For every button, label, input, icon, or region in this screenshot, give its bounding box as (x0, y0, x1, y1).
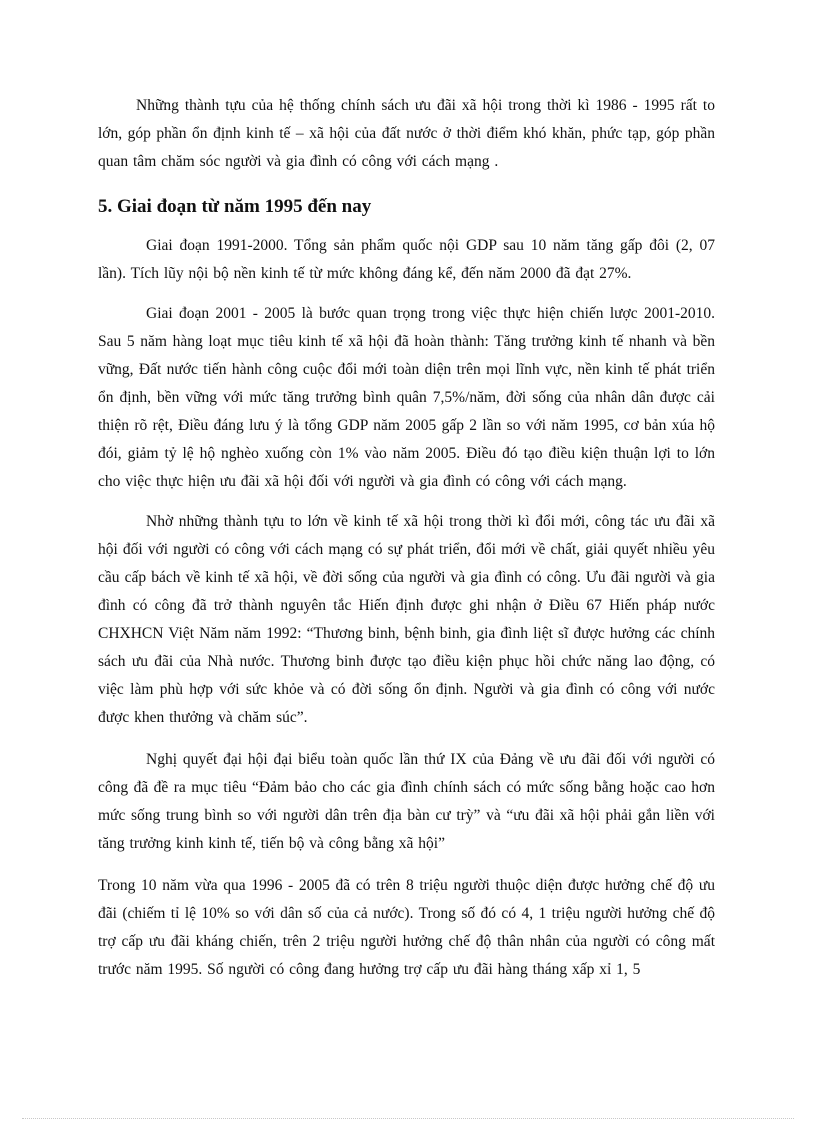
page-bottom-divider (22, 1118, 794, 1119)
paragraph-party-congress-ix: Nghị quyết đại hội đại biểu toàn quốc lần thứ IX của Đảng về ưu đãi đối với người có công đã đề ra mục tiêu “Đảm bảo cho các gia đình chính sách có mức sống bằng hoặc cao hơn mức sống trung bình so với người dân trên địa bàn cư trỳ” và “ưu đãi xã hội phải gắn liền với tăng trưởng kinh kinh tế, tiến bộ và công bằng xã hội” (98, 751, 715, 852)
section-heading-5: 5. Giai đoạn từ năm 1995 đến nay (98, 196, 372, 217)
paragraph-period-2001-2005: Giai đoạn 2001 - 2005 là bước quan trọng trong việc thực hiện chiến lược 2001-2010. Sau 5 năm hàng loạt mục tiêu kinh tế xã hội đã hoàn thành: Tăng trưởng kinh tế nhanh và bền vững, Đất nước tiến hành công cuộc đổi mới toàn diện trên mọi lĩnh vực, nền kinh tế phát triển ổn định, bền vững với mức tăng trưởng bình quân 7,5%/năm, đời sống của nhân dân được cải thiện rõ rệt, Điều đáng lưu ý là tổng GDP năm 2005 gấp 2 lần so với năm 1995, cơ bản xúa hộ đói, giảm tỷ lệ hộ nghèo xuống còn 1% vào năm 2005. Điều đó tạo điều kiện thuận lợi to lớn cho việc thực hiện ưu đãi xã hội đối với người và gia đình có công với cách mạng. (98, 305, 715, 490)
paragraph-statistics-1996-2005: Trong 10 năm vừa qua 1996 - 2005 đã có trên 8 triệu người thuộc diện được hưởng chế độ ưu đãi (chiếm tỉ lệ 10% so với dân số của cả nước). Trong số đó có 4, 1 triệu người hưởng chế độ trợ cấp ưu đãi kháng chiến, trên 2 triệu người hưởng chế độ thân nhân của người có công mất trước năm 1995. Số người có công đang hưởng trợ cấp ưu đãi hàng tháng xấp xỉ 1, 5 (98, 877, 715, 978)
paragraph-constitution-article-67: Nhờ những thành tựu to lớn về kinh tế xã hội trong thời kì đổi mới, công tác ưu đãi xã hội đối với người có công với cách mạng có sự phát triển, đổi mới về chất, giải quyết nhiều yêu cầu cấp bách về kinh tế xã hội, về đời sống của người và gia đình có công. Ưu đãi người và gia đình có công đã trở thành nguyên tắc Hiến định được ghi nhận ở Điều 67 Hiến pháp nước CHXHCN Việt Năm năm 1992: “Thương binh, bệnh binh, gia đình liệt sĩ được hưởng các chính sách ưu đãi của Nhà nước. Thương binh được tạo điều kiện phục hồi chức năng lao động, có việc làm phù hợp với sức khỏe và có đời sống ổn định. Người và gia đình có công với nước được khen thưởng và chăm súc”. (98, 513, 715, 726)
document-body (98, 92, 715, 984)
paragraph-period-1991-2000: Giai đoạn 1991-2000. Tổng sản phẩm quốc nội GDP sau 10 năm tăng gấp đôi (2, 07 lần). Tích lũy nội bộ nền kinh tế từ mức không đáng kể, đến năm 2000 đã đạt 27%. (98, 237, 715, 282)
paragraph-achievements-1986-1995: Những thành tựu của hệ thống chính sách ưu đãi xã hội trong thời kì 1986 - 1995 rất to lớn, góp phần ổn định kinh tế – xã hội của đất nước ở thời điểm khó khăn, phức tạp, góp phần quan tâm chăm sóc người và gia đình có công với cách mạng . (98, 97, 715, 170)
